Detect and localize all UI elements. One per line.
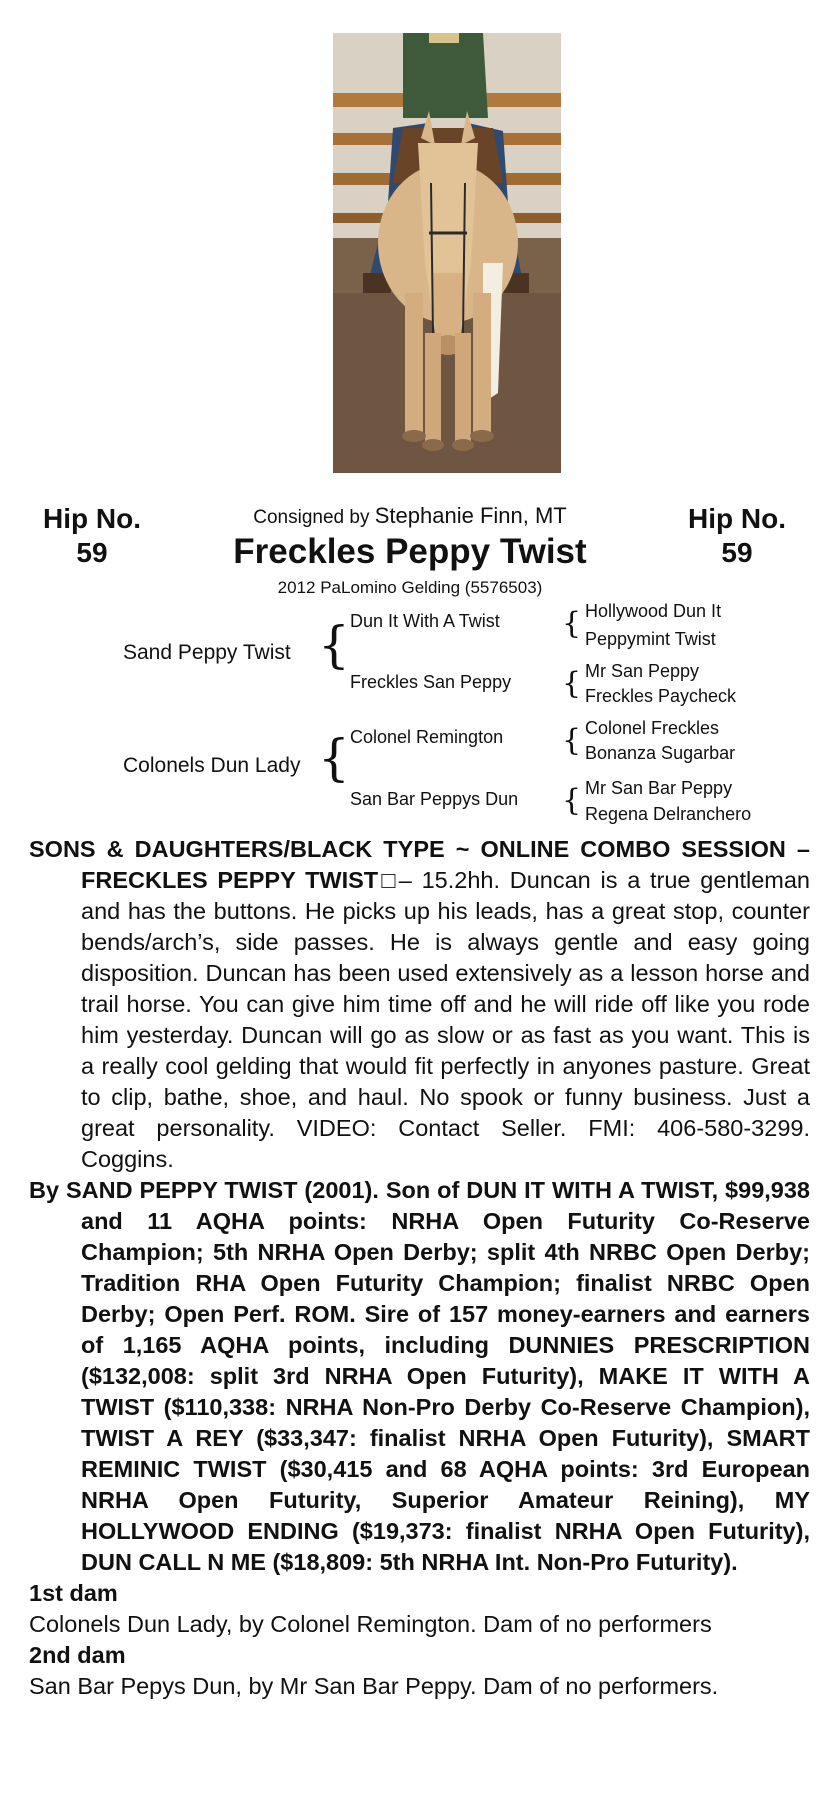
horse-description: 2012 PaLomino Gelding (5576503) <box>277 578 543 597</box>
consigned-prefix: Consigned by <box>253 507 370 528</box>
description-text: – 15.2hh. Duncan is a true gentleman and has the buttons. He picks up his leads, has a great stop, counter bends/arch’s, side passes. He is always gentle and easy going disposition. Duncan has been used extensively as a lesson horse and trail horse. You can give him time off and he will ride off like you rode him yesterday. Duncan will go as slow or as fast as you want. This is a really cool gelding that would fit perfectly in anyones pasture. Great to clip, bathe, shoe, and haul. No spook or funny business. Just a great personality. VIDEO: Contact Seller. FMI: 406-580-3299. Coggins. <box>81 867 810 1172</box>
pedigree-brace: { <box>562 666 582 701</box>
pedigree-dds: Mr San Bar Peppy <box>585 778 733 798</box>
horse-photo <box>333 33 561 473</box>
pedigree-dsd: Bonanza Sugarbar <box>585 743 736 763</box>
second-dam-text: San Bar Pepys Dun, by Mr San Bar Peppy. Dam of no performers. <box>29 1673 719 1699</box>
hip-label: Hip No. <box>688 503 786 534</box>
pedigree-sire-dam: Freckles San Peppy <box>350 672 512 692</box>
hip-number-right <box>662 502 812 570</box>
catalog-body <box>29 834 810 1702</box>
horse-description-paragraph <box>29 834 810 1175</box>
hip-label: Hip No. <box>43 503 141 534</box>
pedigree-dam-sire: Colonel Remington <box>350 727 504 747</box>
pedigree-dam-dam: San Bar Peppys Dun <box>350 789 519 809</box>
hip-number: 59 <box>721 537 753 568</box>
first-dam-text: Colonels Dun Lady, by Colonel Remington. Dam of no performers <box>29 1611 712 1637</box>
pedigree-ddd: Regena Delranchero <box>585 804 752 824</box>
pedigree-ssd: Peppymint Twist <box>585 629 716 649</box>
consignment-line <box>200 503 620 529</box>
hip-number-left <box>17 502 167 570</box>
hip-number: 59 <box>76 537 108 568</box>
description-lead: SONS & DAUGHTERS/BLACK TYPE ~ ONLINE COMBO SESSION – FRECKLES PEPPY TWIST□ <box>29 836 810 893</box>
horse-name: Freckles Peppy Twist <box>233 532 587 571</box>
sire-record-paragraph: By SAND PEPPY TWIST (2001). Son of DUN IT WITH A TWIST, $99,938 and 11 AQHA points: NRHA Open Futurity Co-Reserve Champion; 5th NRHA Open Derby; split 4th NRBC Open Derby; Tradition RHA Open Futurity Champion; finalist NRBC Open Derby; Open Perf. ROM. Sire of 157 money-earners and earners of 1,165 AQHA points, including DUNNIES PRESCRIPTION ($132,008: split 3rd NRHA Open Futurity), MAKE IT WITH A TWIST ($110,338: NRHA Non-Pro Derby Co-Reserve Champion), TWIST A REY ($33,347: finalist NRHA Open Futurity), SMART REMINIC TWIST ($30,415 and 68 AQHA points: 3rd European NRHA Open Futurity, Superior Amateur Reining), MY HOLLYWOOD ENDING ($19,373: finalist NRHA Open Futurity), DUN CALL N ME ($18,809: 5th NRHA Int. Non-Pro Futurity). <box>29 1177 810 1575</box>
pedigree-brace: { <box>562 606 582 641</box>
pedigree-sdd: Freckles Paycheck <box>585 686 737 706</box>
pedigree-sss: Hollywood Dun It <box>585 601 722 621</box>
second-dam-heading: 2nd dam <box>29 1642 126 1668</box>
pedigree-dss: Colonel Freckles <box>585 718 720 738</box>
pedigree-dam: Colonels Dun Lady <box>123 754 301 777</box>
pedigree-brace: { <box>562 783 582 818</box>
pedigree-brace: { <box>318 729 350 787</box>
pedigree-sire-sire: Dun It With A Twist <box>350 611 500 631</box>
pedigree-brace: { <box>562 723 582 758</box>
first-dam-heading: 1st dam <box>29 1580 118 1606</box>
pedigree-brace: { <box>318 616 350 674</box>
pedigree-sds: Mr San Peppy <box>585 661 700 681</box>
consignor-name: Stephanie Finn, MT <box>374 503 567 528</box>
pedigree-sire: Sand Peppy Twist <box>123 641 291 664</box>
